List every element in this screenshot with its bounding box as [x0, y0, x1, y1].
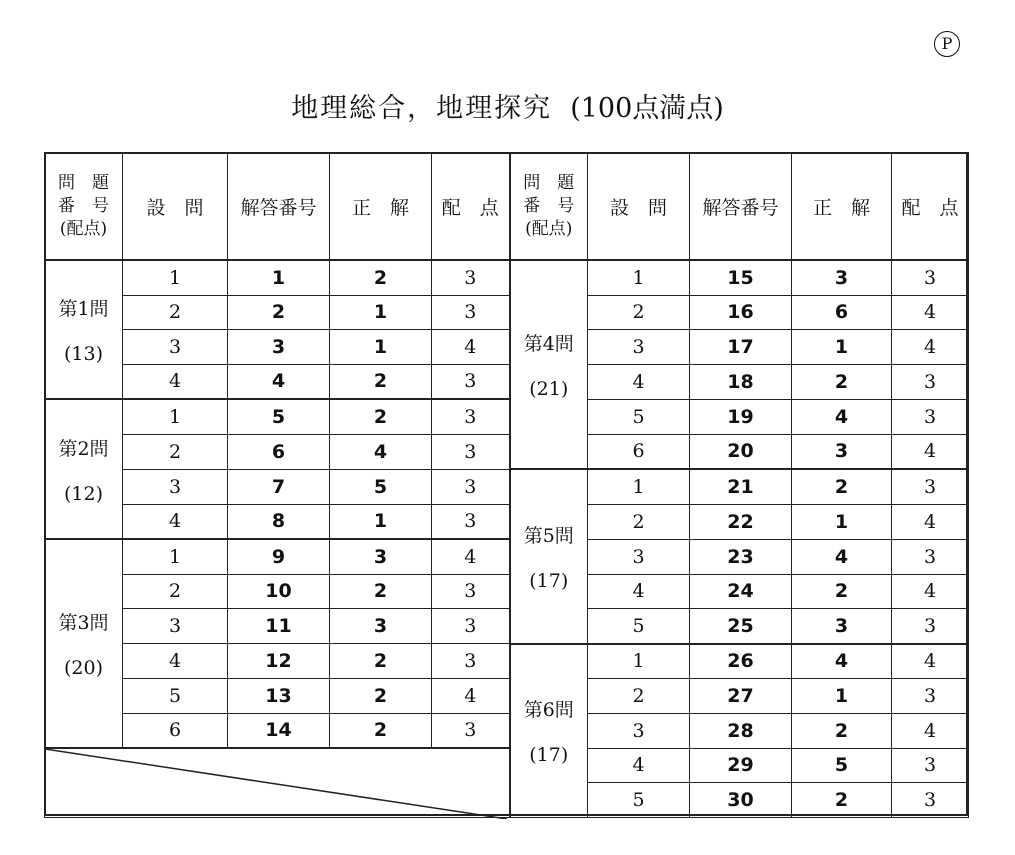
- right-setsumon: 2: [588, 504, 690, 539]
- right-setsumon: 1: [588, 260, 690, 295]
- answer-table: [44, 152, 969, 818]
- right-seikai: 2: [792, 364, 892, 399]
- right-haiten: 3: [892, 679, 969, 714]
- right-kaito: 29: [690, 748, 792, 783]
- header-question: 問 題 番 号 (配点): [45, 153, 123, 261]
- table-row: [45, 295, 969, 330]
- table-row: [45, 504, 969, 539]
- right-setsumon: 5: [588, 399, 690, 434]
- left-setsumon: 2: [123, 434, 228, 469]
- right-setsumon: 2: [588, 295, 690, 330]
- diagonal-line: [45, 749, 507, 819]
- left-haiten: 3: [432, 504, 510, 539]
- right-haiten: 3: [892, 539, 969, 574]
- right-setsumon: 4: [588, 748, 690, 783]
- right-setsumon: 1: [588, 644, 690, 679]
- page-title: [0, 86, 1015, 125]
- left-seikai: 3: [330, 609, 432, 644]
- right-haiten: 3: [892, 469, 969, 504]
- question-5-cell: 第5問 (17): [510, 469, 588, 644]
- left-kaito: 13: [228, 679, 330, 714]
- table-row: [45, 713, 969, 748]
- table-row: [45, 609, 969, 644]
- table-row: [45, 748, 969, 783]
- right-kaito: 21: [690, 469, 792, 504]
- left-haiten: 3: [432, 260, 510, 295]
- right-seikai: 4: [792, 644, 892, 679]
- left-seikai: 2: [330, 713, 432, 748]
- page-marker: P: [934, 31, 960, 57]
- right-seikai: 4: [792, 539, 892, 574]
- left-seikai: 2: [330, 260, 432, 295]
- title-score: (100点満点): [570, 93, 724, 124]
- empty-diagonal-cell: [45, 748, 510, 817]
- left-haiten: 4: [432, 539, 510, 574]
- right-seikai: 6: [792, 295, 892, 330]
- right-kaito: 18: [690, 364, 792, 399]
- right-haiten: 4: [892, 434, 969, 469]
- right-setsumon: 2: [588, 679, 690, 714]
- right-seikai: 2: [792, 574, 892, 609]
- right-seikai: 1: [792, 330, 892, 365]
- left-setsumon: 5: [123, 679, 228, 714]
- question-4-cell: 第4問 (21): [510, 260, 588, 469]
- right-haiten: 3: [892, 783, 969, 818]
- right-seikai: 2: [792, 783, 892, 818]
- right-setsumon: 4: [588, 364, 690, 399]
- right-setsumon: 5: [588, 609, 690, 644]
- left-setsumon: 4: [123, 644, 228, 679]
- right-haiten: 4: [892, 330, 969, 365]
- left-haiten: 3: [432, 364, 510, 399]
- table-row: [45, 364, 969, 399]
- left-seikai: 3: [330, 539, 432, 574]
- left-setsumon: 3: [123, 609, 228, 644]
- table-row: [45, 399, 969, 434]
- header-haiten: 配 点: [432, 153, 510, 261]
- left-haiten: 3: [432, 295, 510, 330]
- right-haiten: 4: [892, 644, 969, 679]
- question-1-cell: 第1問 (13): [45, 260, 123, 399]
- right-seikai: 1: [792, 504, 892, 539]
- right-setsumon: 3: [588, 713, 690, 748]
- right-setsumon: 4: [588, 574, 690, 609]
- right-kaito: 24: [690, 574, 792, 609]
- right-setsumon: 3: [588, 539, 690, 574]
- header-seikai-right: 正 解: [792, 153, 892, 261]
- left-haiten: 3: [432, 574, 510, 609]
- left-kaito: 7: [228, 469, 330, 504]
- left-setsumon: 4: [123, 504, 228, 539]
- right-setsumon: 6: [588, 434, 690, 469]
- left-setsumon: 2: [123, 295, 228, 330]
- header-seikai: 正 解: [330, 153, 432, 261]
- left-seikai: 1: [330, 295, 432, 330]
- right-kaito: 19: [690, 399, 792, 434]
- header-question-right: 問 題 番 号 (配点): [510, 153, 588, 261]
- title-main: 地理総合，地理探究: [291, 93, 553, 124]
- header-setsumon-right: 設 問: [588, 153, 690, 261]
- right-haiten: 3: [892, 364, 969, 399]
- right-seikai: 2: [792, 469, 892, 504]
- left-kaito: 6: [228, 434, 330, 469]
- right-seikai: 1: [792, 679, 892, 714]
- question-6-cell: 第6問 (17): [510, 644, 588, 818]
- table-row: [45, 679, 969, 714]
- right-haiten: 3: [892, 748, 969, 783]
- left-setsumon: 3: [123, 469, 228, 504]
- right-kaito: 22: [690, 504, 792, 539]
- table-row: [45, 644, 969, 679]
- right-haiten: 4: [892, 504, 969, 539]
- left-seikai: 4: [330, 434, 432, 469]
- left-seikai: 1: [330, 504, 432, 539]
- left-seikai: 2: [330, 574, 432, 609]
- left-kaito: 9: [228, 539, 330, 574]
- right-haiten: 3: [892, 609, 969, 644]
- left-kaito: 10: [228, 574, 330, 609]
- left-kaito: 14: [228, 713, 330, 748]
- table-row: [45, 260, 969, 295]
- left-seikai: 5: [330, 469, 432, 504]
- question-2-cell: 第2問 (12): [45, 399, 123, 539]
- left-kaito: 4: [228, 364, 330, 399]
- left-setsumon: 4: [123, 364, 228, 399]
- left-haiten: 3: [432, 434, 510, 469]
- right-kaito: 16: [690, 295, 792, 330]
- left-haiten: 4: [432, 679, 510, 714]
- left-setsumon: 2: [123, 574, 228, 609]
- right-haiten: 4: [892, 574, 969, 609]
- left-kaito: 11: [228, 609, 330, 644]
- left-kaito: 8: [228, 504, 330, 539]
- table-row: [45, 574, 969, 609]
- right-kaito: 28: [690, 713, 792, 748]
- left-seikai: 2: [330, 364, 432, 399]
- header-kaito: 解答番号: [228, 153, 330, 261]
- right-kaito: 30: [690, 783, 792, 818]
- question-3-cell: 第3問 (20): [45, 539, 123, 748]
- header-haiten-right: 配 点: [892, 153, 969, 261]
- header-kaito-right: 解答番号: [690, 153, 792, 261]
- right-kaito: 20: [690, 434, 792, 469]
- left-setsumon: 1: [123, 260, 228, 295]
- table-row: [45, 434, 969, 469]
- left-setsumon: 3: [123, 330, 228, 365]
- header-setsumon: 設 問: [123, 153, 228, 261]
- header-row: [45, 153, 969, 261]
- left-haiten: 3: [432, 713, 510, 748]
- right-setsumon: 5: [588, 783, 690, 818]
- right-haiten: 4: [892, 295, 969, 330]
- right-haiten: 3: [892, 260, 969, 295]
- table-row: [45, 330, 969, 365]
- right-haiten: 4: [892, 713, 969, 748]
- right-setsumon: 1: [588, 469, 690, 504]
- right-kaito: 17: [690, 330, 792, 365]
- left-seikai: 2: [330, 679, 432, 714]
- left-haiten: 3: [432, 609, 510, 644]
- right-haiten: 3: [892, 399, 969, 434]
- left-setsumon: 1: [123, 399, 228, 434]
- right-seikai: 3: [792, 434, 892, 469]
- left-kaito: 3: [228, 330, 330, 365]
- right-seikai: 3: [792, 609, 892, 644]
- right-setsumon: 3: [588, 330, 690, 365]
- left-kaito: 1: [228, 260, 330, 295]
- left-seikai: 2: [330, 399, 432, 434]
- right-kaito: 27: [690, 679, 792, 714]
- left-haiten: 3: [432, 644, 510, 679]
- right-kaito: 15: [690, 260, 792, 295]
- right-seikai: 2: [792, 713, 892, 748]
- right-kaito: 26: [690, 644, 792, 679]
- table-row: [45, 469, 969, 504]
- table-row: [45, 539, 969, 574]
- left-haiten: 3: [432, 469, 510, 504]
- right-kaito: 25: [690, 609, 792, 644]
- left-setsumon: 6: [123, 713, 228, 748]
- left-haiten: 4: [432, 330, 510, 365]
- left-seikai: 2: [330, 644, 432, 679]
- right-kaito: 23: [690, 539, 792, 574]
- right-seikai: 3: [792, 260, 892, 295]
- left-seikai: 1: [330, 330, 432, 365]
- right-seikai: 4: [792, 399, 892, 434]
- left-kaito: 5: [228, 399, 330, 434]
- left-kaito: 2: [228, 295, 330, 330]
- right-seikai: 5: [792, 748, 892, 783]
- left-setsumon: 1: [123, 539, 228, 574]
- left-kaito: 12: [228, 644, 330, 679]
- left-haiten: 3: [432, 399, 510, 434]
